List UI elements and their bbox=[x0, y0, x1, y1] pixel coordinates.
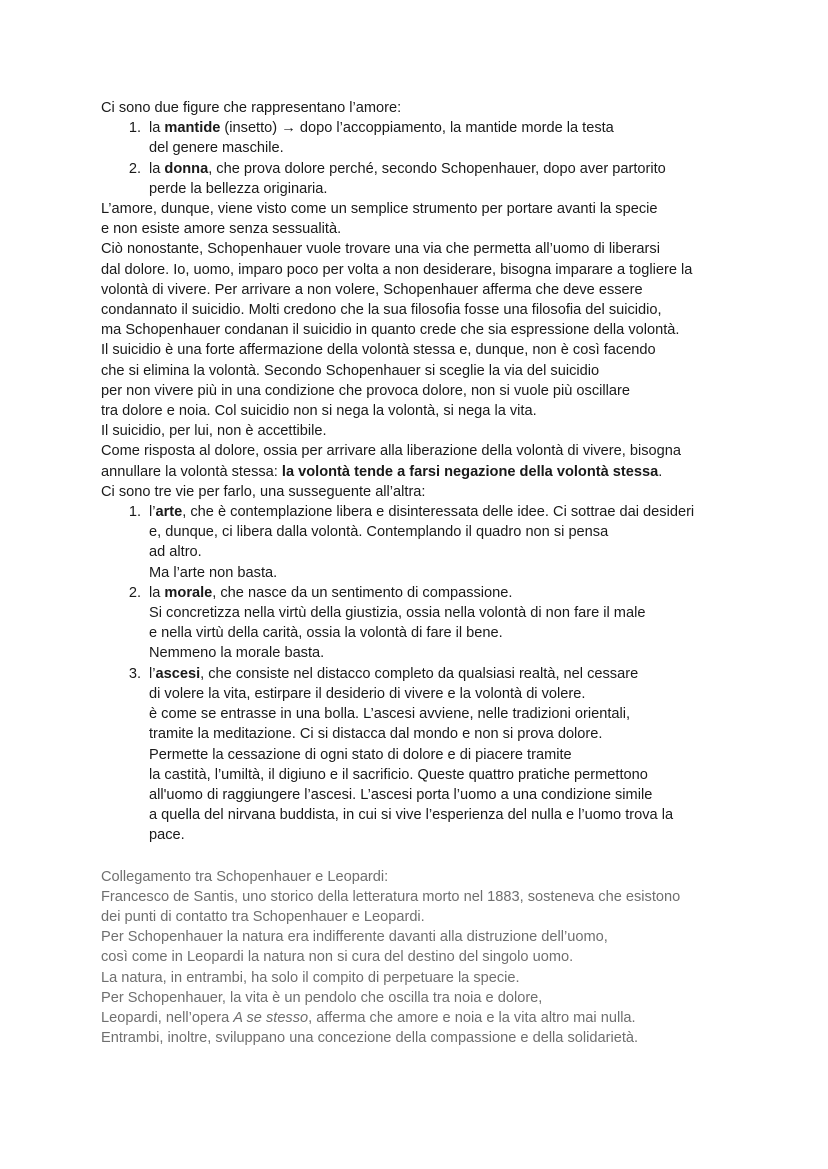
body-paragraph bbox=[101, 199, 741, 502]
intro-line: Ci sono due figure che rappresentano l’amore: bbox=[101, 100, 402, 116]
bold-term: mantide bbox=[164, 120, 221, 137]
document-body bbox=[101, 98, 741, 1048]
list-item-continuation: a quella del nirvana buddista, in cui si vive l’esperienza del nulla e l’uomo trova la bbox=[149, 807, 674, 824]
list-item: 1. l’arte, che è contemplazione libera e disinteressata delle idee. Ci sottrae dai desideri e, dunque, ci libera dalla volontà. Contemplando il quadro non si pensa ad altro. Ma l’arte non basta. bbox=[101, 502, 741, 583]
list-number: 1. bbox=[128, 120, 141, 137]
list-item-continuation: pace. bbox=[149, 827, 185, 844]
leopardi-section bbox=[101, 867, 741, 1049]
list-number: 1. bbox=[128, 504, 141, 521]
section-spacer bbox=[101, 846, 741, 867]
list-item-continuation: e, dunque, ci libera dalla volontà. Contemplando il quadro non si pensa bbox=[149, 524, 609, 541]
text-line: volontà di vivere. Per arrivare a non volere, Schopenhauer afferma che deve essere bbox=[101, 281, 643, 298]
text-line: dei punti di contatto tra Schopenhauer e Leopardi. bbox=[101, 908, 425, 925]
work-title: A se stesso bbox=[233, 1009, 309, 1026]
list-item: 2. la morale, che nasce da un sentimento di compassione. Si concretizza nella virtù della giustizia, ossia nella volontà di non fare il male e nella virtù della carità, ossia la volontà di fare il bene. Nemmeno la morale basta. bbox=[101, 583, 741, 664]
text-line: Il suicidio, per lui, non è accettibile. bbox=[101, 423, 327, 440]
list-item-continuation: tramite la meditazione. Ci si distacca dal mondo e non si prova dolore. bbox=[149, 726, 603, 743]
text-line: dal dolore. Io, uomo, imparo poco per volta a non desiderare, bisogna imparare a togliere la bbox=[101, 261, 693, 278]
text-line: che si elimina la volontà. Secondo Schopenhauer si sceglie la via del suicidio bbox=[101, 362, 600, 379]
list-item-continuation: del genere maschile. bbox=[149, 140, 284, 157]
list-item-continuation: la castità, l’umiltà, il digiuno e il sacrificio. Queste quattro pratiche permettono bbox=[149, 766, 648, 783]
text-line: Entrambi, inoltre, sviluppano una concezione della compassione e della solidarietà. bbox=[101, 1030, 639, 1047]
list-item-continuation: Si concretizza nella virtù della giustizia, ossia nella volontà di non fare il male bbox=[149, 605, 646, 622]
list-item-continuation: Permette la cessazione di ogni stato di dolore e di piacere tramite bbox=[149, 746, 572, 763]
text-line: Leopardi, nell’opera A se stesso, afferma che amore e noia e la vita altro mai nulla. bbox=[101, 1009, 636, 1026]
text-line: Il suicidio è una forte affermazione della volontà stessa e, dunque, non è così facendo bbox=[101, 342, 656, 359]
list-item-continuation: Nemmeno la morale basta. bbox=[149, 645, 325, 662]
ways-intro: Ci sono tre vie per farlo, una susseguente all’altra: bbox=[101, 483, 426, 500]
list-item-continuation: Ma l’arte non basta. bbox=[149, 564, 278, 581]
text-line: per non vivere più in una condizione che provoca dolore, non si vuole più oscillare bbox=[101, 382, 630, 399]
section-heading: Collegamento tra Schopenhauer e Leopardi: bbox=[101, 868, 389, 885]
list-item-continuation: all'uomo di raggiungere l’ascesi. L’ascesi porta l’uomo a una condizione simile bbox=[149, 786, 653, 803]
text-line: così come in Leopardi la natura non si cura del destino del singolo uomo. bbox=[101, 949, 574, 966]
text-line: e non esiste amore senza sessualità. bbox=[101, 221, 342, 238]
text-line: Francesco de Santis, uno storico della letteratura morto nel 1883, sosteneva che esistono bbox=[101, 888, 681, 905]
text-line: L’amore, dunque, viene visto come un semplice strumento per portare avanti la specie bbox=[101, 201, 658, 218]
bold-term: ascesi bbox=[155, 665, 201, 682]
text-line: Per Schopenhauer, la vita è un pendolo che oscilla tra noia e dolore, bbox=[101, 989, 543, 1006]
text-line: Come risposta al dolore, ossia per arrivare alla liberazione della volontà di vivere, bisogna bbox=[101, 443, 682, 460]
text-line: condannato il suicidio. Molti credono che la sua filosofia fosse una filosofia del suicidio, bbox=[101, 302, 662, 319]
annul-line: annullare la volontà stessa: la volontà tende a farsi negazione della volontà stessa. bbox=[101, 463, 663, 480]
bold-term: morale bbox=[164, 584, 213, 601]
list-number: 3. bbox=[128, 665, 141, 682]
bold-term: arte bbox=[155, 504, 183, 521]
text-line: ma Schopenhauer condanan il suicidio in quanto crede che sia espressione della volontà. bbox=[101, 322, 680, 339]
list-item-continuation: ad altro. bbox=[149, 544, 202, 561]
bold-term: donna bbox=[164, 160, 209, 177]
figures-list bbox=[101, 118, 741, 199]
text-line: Ciò nonostante, Schopenhauer vuole trovare una via che permetta all’uomo di liberarsi bbox=[101, 241, 660, 258]
bold-statement: la volontà tende a farsi negazione della volontà stessa bbox=[281, 463, 659, 480]
list-item: 1. la mantide (insetto) → dopo l’accoppiamento, la mantide morde la testa del genere maschile. bbox=[101, 118, 741, 158]
list-item: 2. la donna, che prova dolore perché, secondo Schopenhauer, dopo aver partorito perde la bellezza originaria. bbox=[101, 159, 741, 199]
ways-list bbox=[101, 502, 741, 845]
text-line: tra dolore e noia. Col suicidio non si nega la volontà, si nega la vita. bbox=[101, 403, 537, 420]
list-number: 2. bbox=[128, 584, 141, 601]
text-line: Per Schopenhauer la natura era indifferente davanti alla distruzione dell’uomo, bbox=[101, 929, 608, 946]
list-item-continuation: perde la bellezza originaria. bbox=[149, 180, 328, 197]
list-item: 3. l’ascesi, che consiste nel distacco completo da qualsiasi realtà, nel cessare di volere la vita, estirpare il desiderio di vivere e la volontà di volere. è come se entrasse in una bolla. L’ascesi avviene, nelle tradizioni orientali, tramite la meditazione. Ci si distacca dal mondo e non si prova dolore. Permette la cessazione di ogni stato di dolore e di piacere tramite la castità, l’umiltà, il digiuno e il sacrificio. Queste quattro pratiche permettono all'uomo di raggiungere l’ascesi. L’ascesi porta l’uomo a una condizione simile a quella del nirvana buddista, in cui si vive l’esperienza del nulla e l’uomo trova la pace. bbox=[101, 664, 741, 846]
list-item-continuation: di volere la vita, estirpare il desiderio di vivere e la volontà di volere. bbox=[149, 685, 586, 702]
list-item-continuation: è come se entrasse in una bolla. L’ascesi avviene, nelle tradizioni orientali, bbox=[149, 706, 631, 723]
list-number: 2. bbox=[128, 160, 141, 177]
list-item-continuation: e nella virtù della carità, ossia la volontà di fare il bene. bbox=[149, 625, 503, 642]
text-line: La natura, in entrambi, ha solo il compito di perpetuare la specie. bbox=[101, 969, 520, 986]
